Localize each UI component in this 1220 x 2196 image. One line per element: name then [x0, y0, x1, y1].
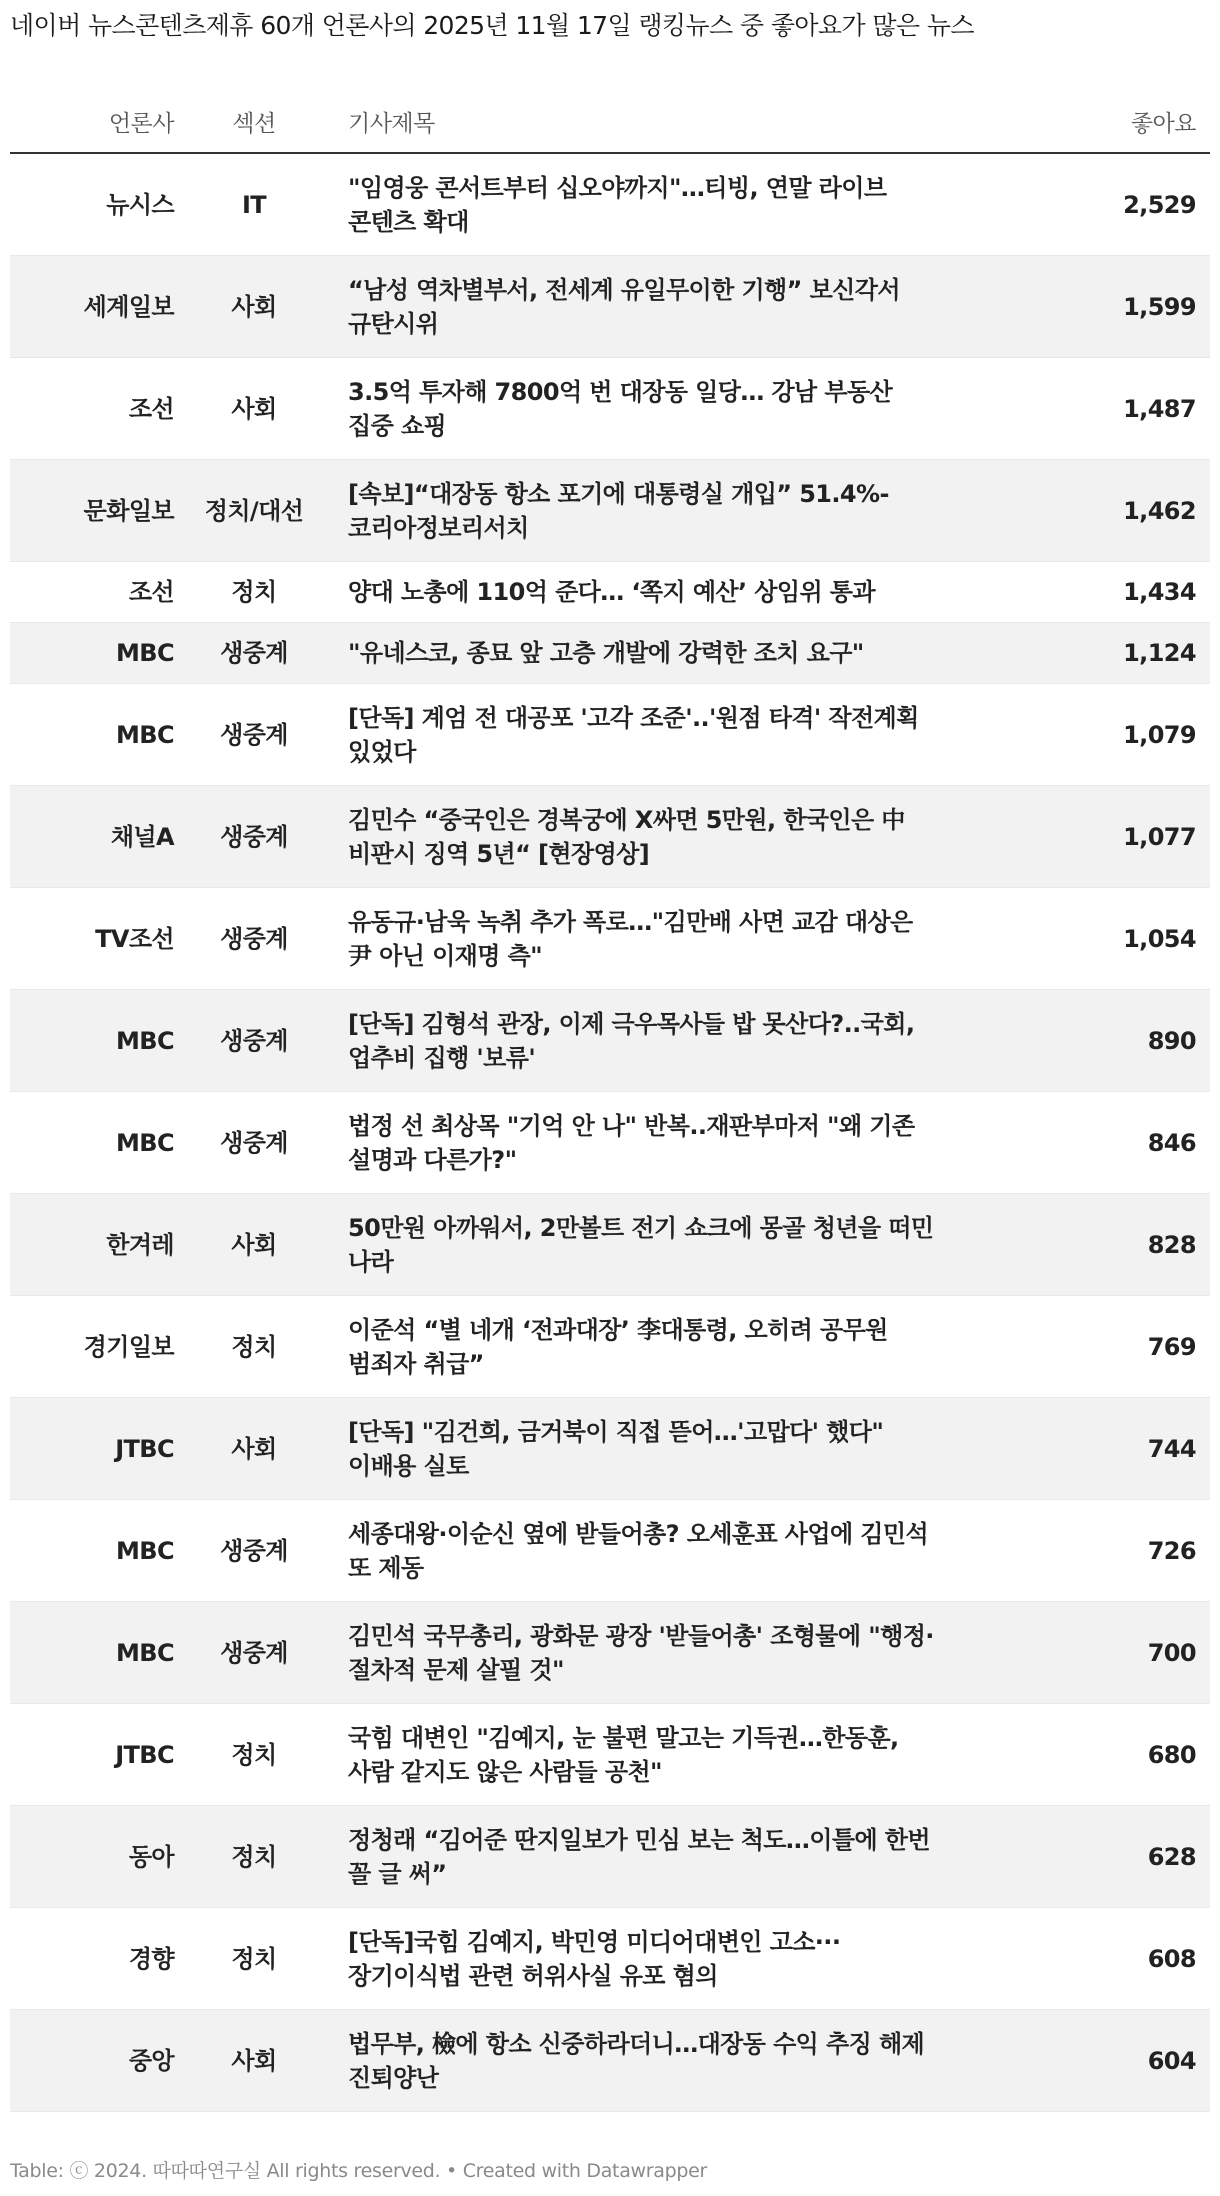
table-row: [10, 562, 1210, 623]
likes-cell: 1,434: [1072, 562, 1210, 623]
headline-cell: 세종대왕·이순신 옆에 받들어총? 오세훈표 사업에 김민석 또 제동: [320, 1500, 1072, 1602]
publisher-cell: MBC: [10, 684, 188, 786]
section-cell: 생중계: [188, 786, 320, 888]
publisher-cell: 문화일보: [10, 460, 188, 562]
publisher-cell: TV조선: [10, 888, 188, 990]
likes-cell: 890: [1072, 990, 1210, 1092]
table-row: [10, 1806, 1210, 1908]
publisher-cell: 조선: [10, 358, 188, 460]
likes-cell: 1,599: [1072, 256, 1210, 358]
headline-cell: 법무부, 檢에 항소 신중하라더니…대장동 수익 추징 해제 진퇴양난: [320, 2010, 1072, 2112]
table-row: [10, 256, 1210, 358]
likes-cell: 700: [1072, 1602, 1210, 1704]
header-headline[interactable]: 기사제목: [320, 90, 1072, 153]
section-cell: 생중계: [188, 623, 320, 684]
header-likes[interactable]: 좋아요: [1072, 90, 1210, 153]
publisher-cell: 조선: [10, 562, 188, 623]
header-row: [10, 90, 1210, 153]
headline-cell: "임영웅 콘서트부터 십오야까지"…티빙, 연말 라이브 콘텐츠 확대: [320, 153, 1072, 256]
publisher-cell: 동아: [10, 1806, 188, 1908]
table-row: [10, 153, 1210, 256]
publisher-cell: 뉴시스: [10, 153, 188, 256]
publisher-cell: 경기일보: [10, 1296, 188, 1398]
publisher-cell: 중앙: [10, 2010, 188, 2112]
likes-cell: 628: [1072, 1806, 1210, 1908]
headline-cell: [속보]“대장동 항소 포기에 대통령실 개입” 51.4%-코리아정보리서치: [320, 460, 1072, 562]
headline-cell: 김민석 국무총리, 광화문 광장 '받들어총' 조형물에 "행정·절차적 문제 살필 것": [320, 1602, 1072, 1704]
ranking-news-table: [10, 90, 1210, 2112]
section-cell: 정치: [188, 1296, 320, 1398]
likes-cell: 828: [1072, 1194, 1210, 1296]
publisher-cell: JTBC: [10, 1398, 188, 1500]
likes-cell: 744: [1072, 1398, 1210, 1500]
publisher-cell: 한겨레: [10, 1194, 188, 1296]
table-row: [10, 1296, 1210, 1398]
section-cell: 정치: [188, 1806, 320, 1908]
headline-cell: “남성 역차별부서, 전세계 유일무이한 기행” 보신각서 규탄시위: [320, 256, 1072, 358]
table-row: [10, 1500, 1210, 1602]
publisher-cell: MBC: [10, 990, 188, 1092]
likes-cell: 769: [1072, 1296, 1210, 1398]
publisher-cell: MBC: [10, 1092, 188, 1194]
table-row: [10, 2010, 1210, 2112]
headline-cell: 50만원 아까워서, 2만볼트 전기 쇼크에 몽골 청년을 떠민 나라: [320, 1194, 1072, 1296]
section-cell: 사회: [188, 1194, 320, 1296]
section-cell: 생중계: [188, 1092, 320, 1194]
section-cell: IT: [188, 153, 320, 256]
publisher-cell: 채널A: [10, 786, 188, 888]
likes-cell: 680: [1072, 1704, 1210, 1806]
likes-cell: 2,529: [1072, 153, 1210, 256]
likes-cell: 1,079: [1072, 684, 1210, 786]
headline-cell: [단독] "김건희, 금거북이 직접 뜯어…'고맙다' 했다" 이배용 실토: [320, 1398, 1072, 1500]
headline-cell: 법정 선 최상목 "기억 안 나" 반복..재판부마저 "왜 기존 설명과 다른가?": [320, 1092, 1072, 1194]
table-row: [10, 460, 1210, 562]
publisher-cell: 경향: [10, 1908, 188, 2010]
section-cell: 생중계: [188, 990, 320, 1092]
headline-cell: "유네스코, 종묘 앞 고층 개발에 강력한 조치 요구": [320, 623, 1072, 684]
headline-cell: 이준석 “별 네개 ‘전과대장’ 李대통령, 오히려 공무원 범죄자 취급”: [320, 1296, 1072, 1398]
table-footer-credit: Table: ⓒ 2024. 따따따연구실 All rights reserved. • Created with Datawrapper: [10, 2160, 708, 2182]
publisher-cell: 세계일보: [10, 256, 188, 358]
header-publisher[interactable]: 언론사: [10, 90, 188, 153]
likes-cell: 1,054: [1072, 888, 1210, 990]
likes-cell: 608: [1072, 1908, 1210, 2010]
section-cell: 사회: [188, 1398, 320, 1500]
table-row: [10, 1194, 1210, 1296]
likes-cell: 1,487: [1072, 358, 1210, 460]
table-row: [10, 1602, 1210, 1704]
section-cell: 사회: [188, 2010, 320, 2112]
likes-cell: 604: [1072, 2010, 1210, 2112]
section-cell: 생중계: [188, 1500, 320, 1602]
likes-cell: 1,124: [1072, 623, 1210, 684]
likes-cell: 726: [1072, 1500, 1210, 1602]
headline-cell: 유동규·남욱 녹취 추가 폭로…"김만배 사면 교감 대상은 尹 아닌 이재명 측": [320, 888, 1072, 990]
publisher-cell: MBC: [10, 1500, 188, 1602]
table-row: [10, 358, 1210, 460]
likes-cell: 846: [1072, 1092, 1210, 1194]
headline-cell: 양대 노총에 110억 준다… ‘쪽지 예산’ 상임위 통과: [320, 562, 1072, 623]
section-cell: 정치/대선: [188, 460, 320, 562]
headline-cell: 김민수 “중국인은 경복궁에 X싸면 5만원, 한국인은 中 비판시 징역 5년“ [현장영상]: [320, 786, 1072, 888]
table-row: [10, 786, 1210, 888]
section-cell: 사회: [188, 256, 320, 358]
table-row: [10, 1704, 1210, 1806]
section-cell: 사회: [188, 358, 320, 460]
section-cell: 생중계: [188, 684, 320, 786]
section-cell: 정치: [188, 1908, 320, 2010]
table-row: [10, 684, 1210, 786]
likes-cell: 1,462: [1072, 460, 1210, 562]
likes-cell: 1,077: [1072, 786, 1210, 888]
table-row: [10, 1398, 1210, 1500]
table-title: 네이버 뉴스콘텐츠제휴 60개 언론사의 2025년 11월 17일 랭킹뉴스 중 좋아요가 많은 뉴스: [10, 11, 974, 40]
publisher-cell: JTBC: [10, 1704, 188, 1806]
headline-cell: 정청래 “김어준 딴지일보가 민심 보는 척도…이틀에 한번 꼴 글 써”: [320, 1806, 1072, 1908]
table-row: [10, 888, 1210, 990]
publisher-cell: MBC: [10, 623, 188, 684]
table-row: [10, 1908, 1210, 2010]
headline-cell: 3.5억 투자해 7800억 번 대장동 일당… 강남 부동산 집중 쇼핑: [320, 358, 1072, 460]
publisher-cell: MBC: [10, 1602, 188, 1704]
headline-cell: 국힘 대변인 "김예지, 눈 불편 말고는 기득권…한동훈, 사람 같지도 않은 사람들 공천": [320, 1704, 1072, 1806]
section-cell: 생중계: [188, 1602, 320, 1704]
table-header: [10, 90, 1210, 153]
section-cell: 정치: [188, 562, 320, 623]
headline-cell: [단독] 김형석 관장, 이제 극우목사들 밥 못산다?..국회, 업추비 집행 '보류': [320, 990, 1072, 1092]
headline-cell: [단독] 계엄 전 대공포 '고각 조준'..'원점 타격' 작전계획 있었다: [320, 684, 1072, 786]
table-body: [10, 153, 1210, 2112]
table-row: [10, 623, 1210, 684]
section-cell: 생중계: [188, 888, 320, 990]
headline-cell: [단독]국힘 김예지, 박민영 미디어대변인 고소···장기이식법 관련 허위사실 유포 혐의: [320, 1908, 1072, 2010]
header-section[interactable]: 섹션: [188, 90, 320, 153]
section-cell: 정치: [188, 1704, 320, 1806]
table-row: [10, 1092, 1210, 1194]
table-row: [10, 990, 1210, 1092]
